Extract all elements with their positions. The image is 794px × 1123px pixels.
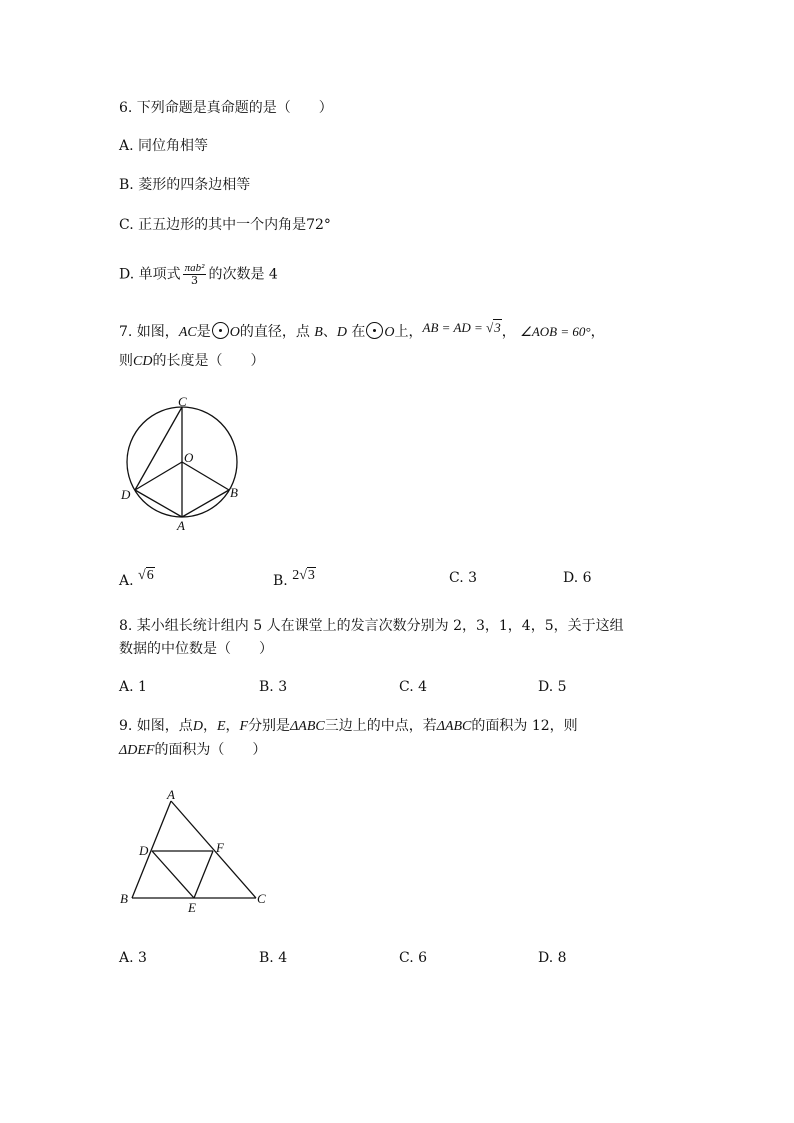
label-b: B: [230, 485, 238, 500]
label-a: A: [167, 787, 175, 802]
q7-text: 在: [351, 324, 366, 340]
q6-option-d-suffix: 的次数是 4: [208, 266, 278, 283]
q8-stem-line1: 8. 某小组长统计组内 5 人在课堂上的发言次数分别为 2，3，1，4，5，关于这组: [119, 618, 624, 634]
fraction-denominator: 3: [191, 274, 199, 287]
q9-text: 分别是: [248, 718, 291, 734]
q8-option-d: D. 5: [538, 679, 567, 695]
q7-option-a: [119, 568, 155, 592]
q7-seg-ac: AC: [178, 325, 197, 340]
q7-text: ，: [590, 324, 605, 340]
q7-seg-cd: CD: [133, 354, 153, 369]
q9-option-c: C. 6: [399, 950, 428, 966]
q9-option-b: B. 4: [259, 950, 288, 966]
q8-stem-line2: 数据的中位数是（ ）: [119, 641, 273, 657]
q9-triangle-figure: [112, 785, 277, 915]
label-d: D: [121, 487, 131, 502]
q9-triangle-abc: ΔABC: [290, 719, 325, 734]
q9-option-d: D. 8: [538, 950, 567, 966]
q7-option-d: D. 6: [563, 570, 592, 586]
q7-text: 的长度是（ ）: [152, 353, 265, 369]
q7-point-o: O: [384, 325, 395, 340]
q6-stem: 6. 下列命题是真命题的是（ ）: [119, 100, 333, 116]
fraction-numerator: πab²: [184, 262, 205, 274]
q7-angle: ∠AOB = 60°: [520, 324, 591, 339]
segment-ab: [182, 490, 229, 517]
segment-cd: [135, 407, 182, 490]
radicand: 6: [146, 568, 154, 583]
q9-text: ，: [225, 718, 240, 734]
q6-option-b: B. 菱形的四条边相等: [119, 177, 251, 193]
circle-dot-icon: [366, 322, 383, 339]
q6-option-c: C. 正五边形的其中一个内角是72°: [119, 217, 331, 233]
q9-point-d: D: [192, 719, 203, 734]
q6-option-a: A. 同位角相等: [119, 138, 209, 154]
q9-stem-line2: [119, 740, 266, 761]
segment-fe: [194, 851, 213, 898]
q9-point-f: F: [239, 719, 249, 734]
coefficient: 2: [292, 568, 300, 583]
q7-text: 7. 如图，: [119, 324, 179, 340]
sqrt-3: √3: [486, 320, 501, 335]
q7-text: 是: [196, 324, 211, 340]
q7-equation-text: AB = AD =: [422, 320, 487, 335]
q7-point-o: O: [229, 325, 240, 340]
option-label: B.: [273, 573, 288, 589]
monomial-fraction: [183, 262, 207, 287]
q9-option-a: A. 3: [119, 950, 147, 966]
q9-text: 的面积为 12，则: [471, 718, 578, 734]
segment-da: [135, 490, 182, 517]
segment-do: [135, 462, 182, 490]
q7-text: 、: [322, 324, 337, 340]
label-c: C: [257, 891, 266, 906]
label-a: A: [177, 518, 185, 533]
q7-circle-figure: [112, 390, 252, 535]
q7-text: 的直径，点: [239, 324, 310, 340]
label-c: C: [178, 394, 187, 409]
label-d: D: [139, 843, 149, 858]
radicand: 3: [494, 320, 501, 335]
q6-option-d: [119, 262, 278, 287]
q7-text: 上，: [394, 324, 423, 340]
q9-text: 三边上的中点，若: [324, 718, 437, 734]
two-sqrt-3: 2√3: [292, 568, 315, 583]
q7-option-c: C. 3: [449, 570, 478, 586]
q7-text: ，: [501, 324, 516, 340]
q9-point-e: E: [216, 719, 226, 734]
segment-de: [152, 851, 194, 898]
q8-option-a: A. 1: [119, 679, 147, 695]
q7-equation: [423, 320, 502, 335]
q9-text: 9. 如图，点: [119, 718, 193, 734]
q9-triangle-def: ΔDEF: [119, 743, 155, 758]
option-label: A.: [119, 573, 134, 589]
radicand: 3: [307, 568, 315, 583]
label-b: B: [120, 891, 128, 906]
q6-option-d-prefix: D. 单项式: [119, 266, 181, 283]
segment-ob: [182, 462, 229, 490]
side-ac: [171, 801, 256, 898]
q9-text: 的面积为（ ）: [154, 742, 267, 758]
q8-option-c: C. 4: [399, 679, 428, 695]
q9-stem-line1: [119, 716, 578, 737]
q9-triangle-abc: ΔABC: [436, 719, 472, 734]
side-ab: [132, 801, 171, 898]
label-f: F: [216, 840, 224, 855]
circle-dot-icon: [212, 322, 229, 339]
q7-point-b: B: [314, 325, 323, 340]
label-e: E: [188, 900, 196, 915]
q8-option-b: B. 3: [259, 679, 288, 695]
q7-stem-line2: [119, 351, 264, 372]
q9-text: ，: [202, 718, 217, 734]
sqrt-6: √6: [138, 568, 154, 583]
q7-text: 则: [119, 353, 133, 369]
q7-stem-line1: [119, 322, 605, 343]
label-o: O: [184, 450, 194, 465]
q7-option-b: [273, 568, 316, 592]
q7-point-d: D: [336, 325, 347, 340]
